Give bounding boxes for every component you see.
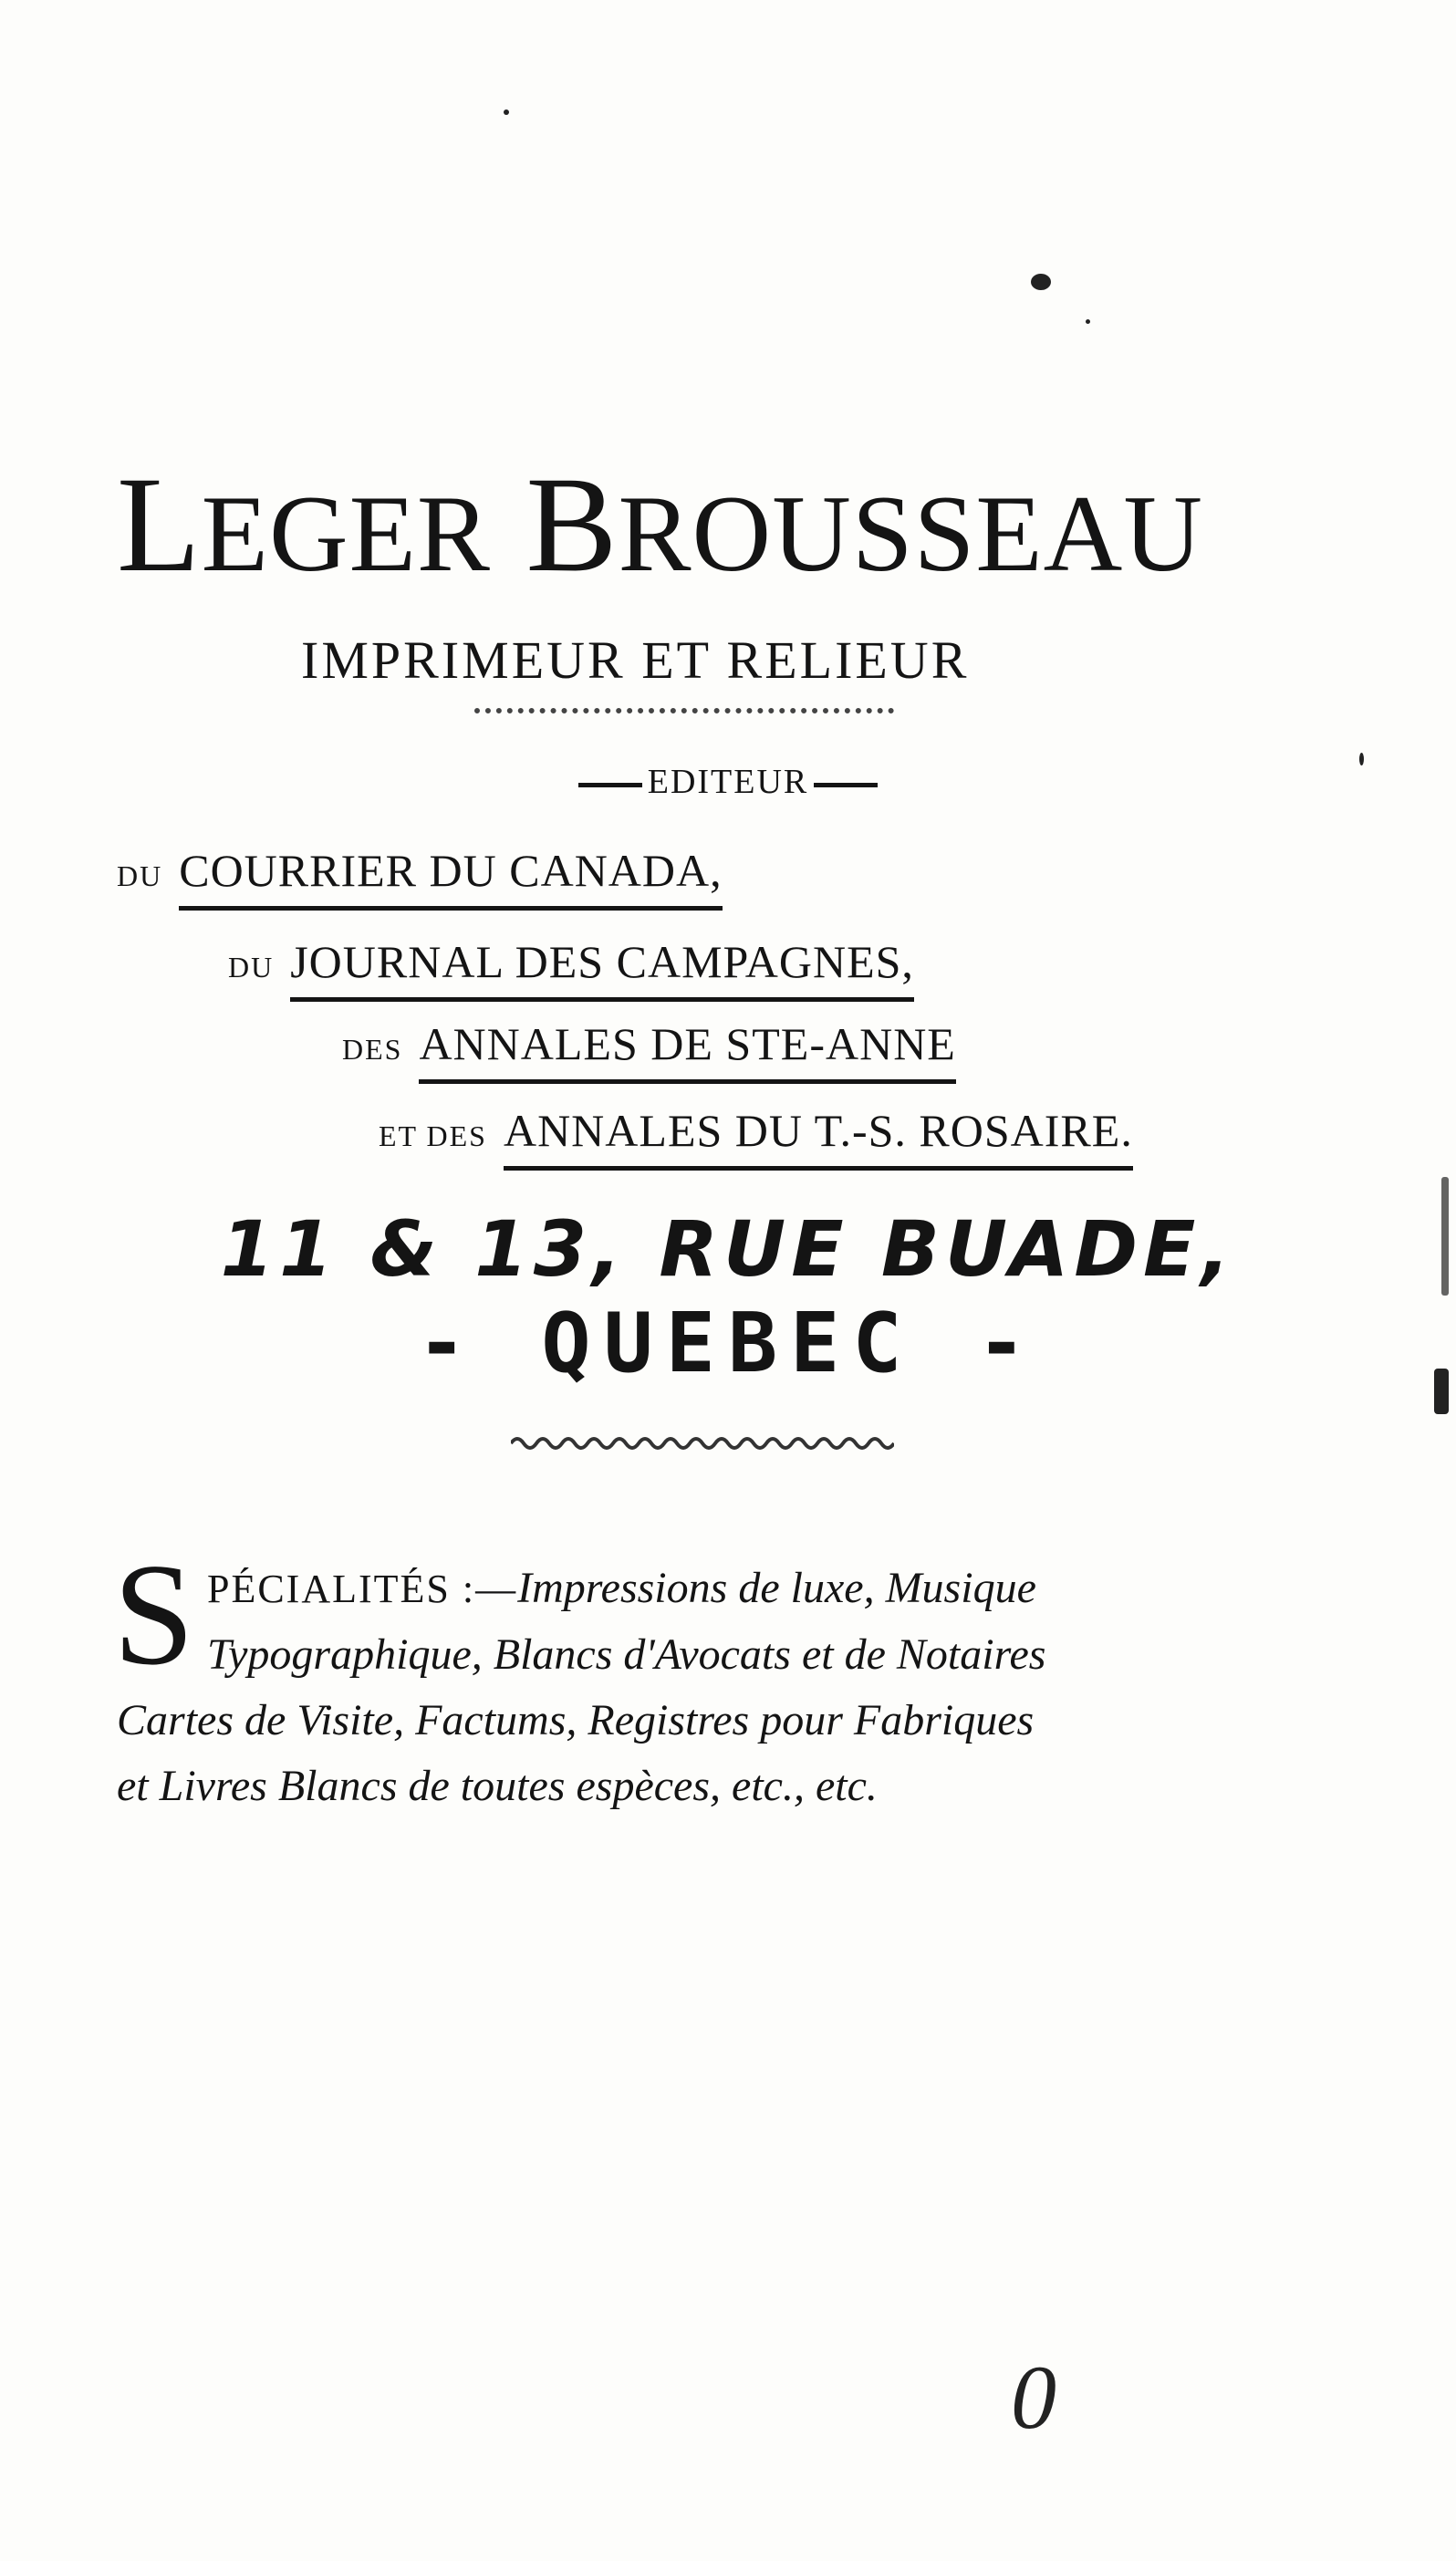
printer-name-last-rest: ROUSSEAU xyxy=(618,473,1203,594)
printer-name-first-rest: EGER xyxy=(201,473,491,594)
editeur-dash-left xyxy=(578,783,642,787)
specialites-paragraph xyxy=(113,1533,1303,1819)
scan-speck xyxy=(1434,1369,1449,1414)
page-mark: 0 xyxy=(1011,2347,1056,2448)
scan-speck xyxy=(1086,319,1090,324)
publication-name: COURRIER DU CANADA, xyxy=(179,844,722,911)
profession-subtitle: IMPRIMEUR ET RELIEUR xyxy=(301,630,970,690)
publication-name: ANNALES DU T.-S. ROSAIRE. xyxy=(504,1104,1133,1171)
publication-prefix: DU xyxy=(117,859,163,892)
editeur-dash-right xyxy=(814,783,878,787)
publication-line xyxy=(117,844,723,911)
scan-speck xyxy=(504,109,509,115)
editeur-label: EDITEUR xyxy=(647,763,809,801)
publication-name: JOURNAL DES CAMPAGNES, xyxy=(290,935,914,1002)
publication-line xyxy=(379,1104,1133,1171)
editeur-heading xyxy=(0,762,1456,802)
publication-prefix: ET DES xyxy=(379,1119,487,1152)
specialites-line: Cartes de Visite, Factums, Registres pour Fabriques xyxy=(117,1696,1035,1744)
scan-speck xyxy=(1031,274,1051,290)
printer-name xyxy=(117,449,1284,600)
publication-prefix: DES xyxy=(342,1033,403,1066)
publication-name: ANNALES DE STE-ANNE xyxy=(419,1017,955,1084)
specialites-heading: PÉCIALITÉS :— xyxy=(206,1567,518,1611)
publication-line xyxy=(342,1017,956,1084)
printer-name-last-initial: B xyxy=(525,449,619,600)
specialites-text: Impressions de luxe, Musique xyxy=(517,1564,1036,1612)
publication-prefix: DU xyxy=(228,951,275,984)
printer-name-first-initial: L xyxy=(117,449,202,600)
specialites-drop-cap: S xyxy=(113,1533,194,1695)
subtitle-ornament-rule xyxy=(474,708,894,713)
wave-ornament xyxy=(511,1432,894,1454)
specialites-line xyxy=(117,1556,1303,1622)
scan-speck xyxy=(1359,753,1364,765)
publication-line xyxy=(228,935,914,1002)
specialites-line: Typographique, Blancs d'Avocats et de Notaires xyxy=(206,1630,1046,1679)
street-address: 11 & 13, RUE BUADE, xyxy=(220,1204,1236,1294)
scan-speck xyxy=(1441,1177,1449,1296)
city-name: - QUEBEC - xyxy=(417,1296,1039,1391)
specialites-line: et Livres Blancs de toutes espèces, etc., etc. xyxy=(117,1762,878,1810)
